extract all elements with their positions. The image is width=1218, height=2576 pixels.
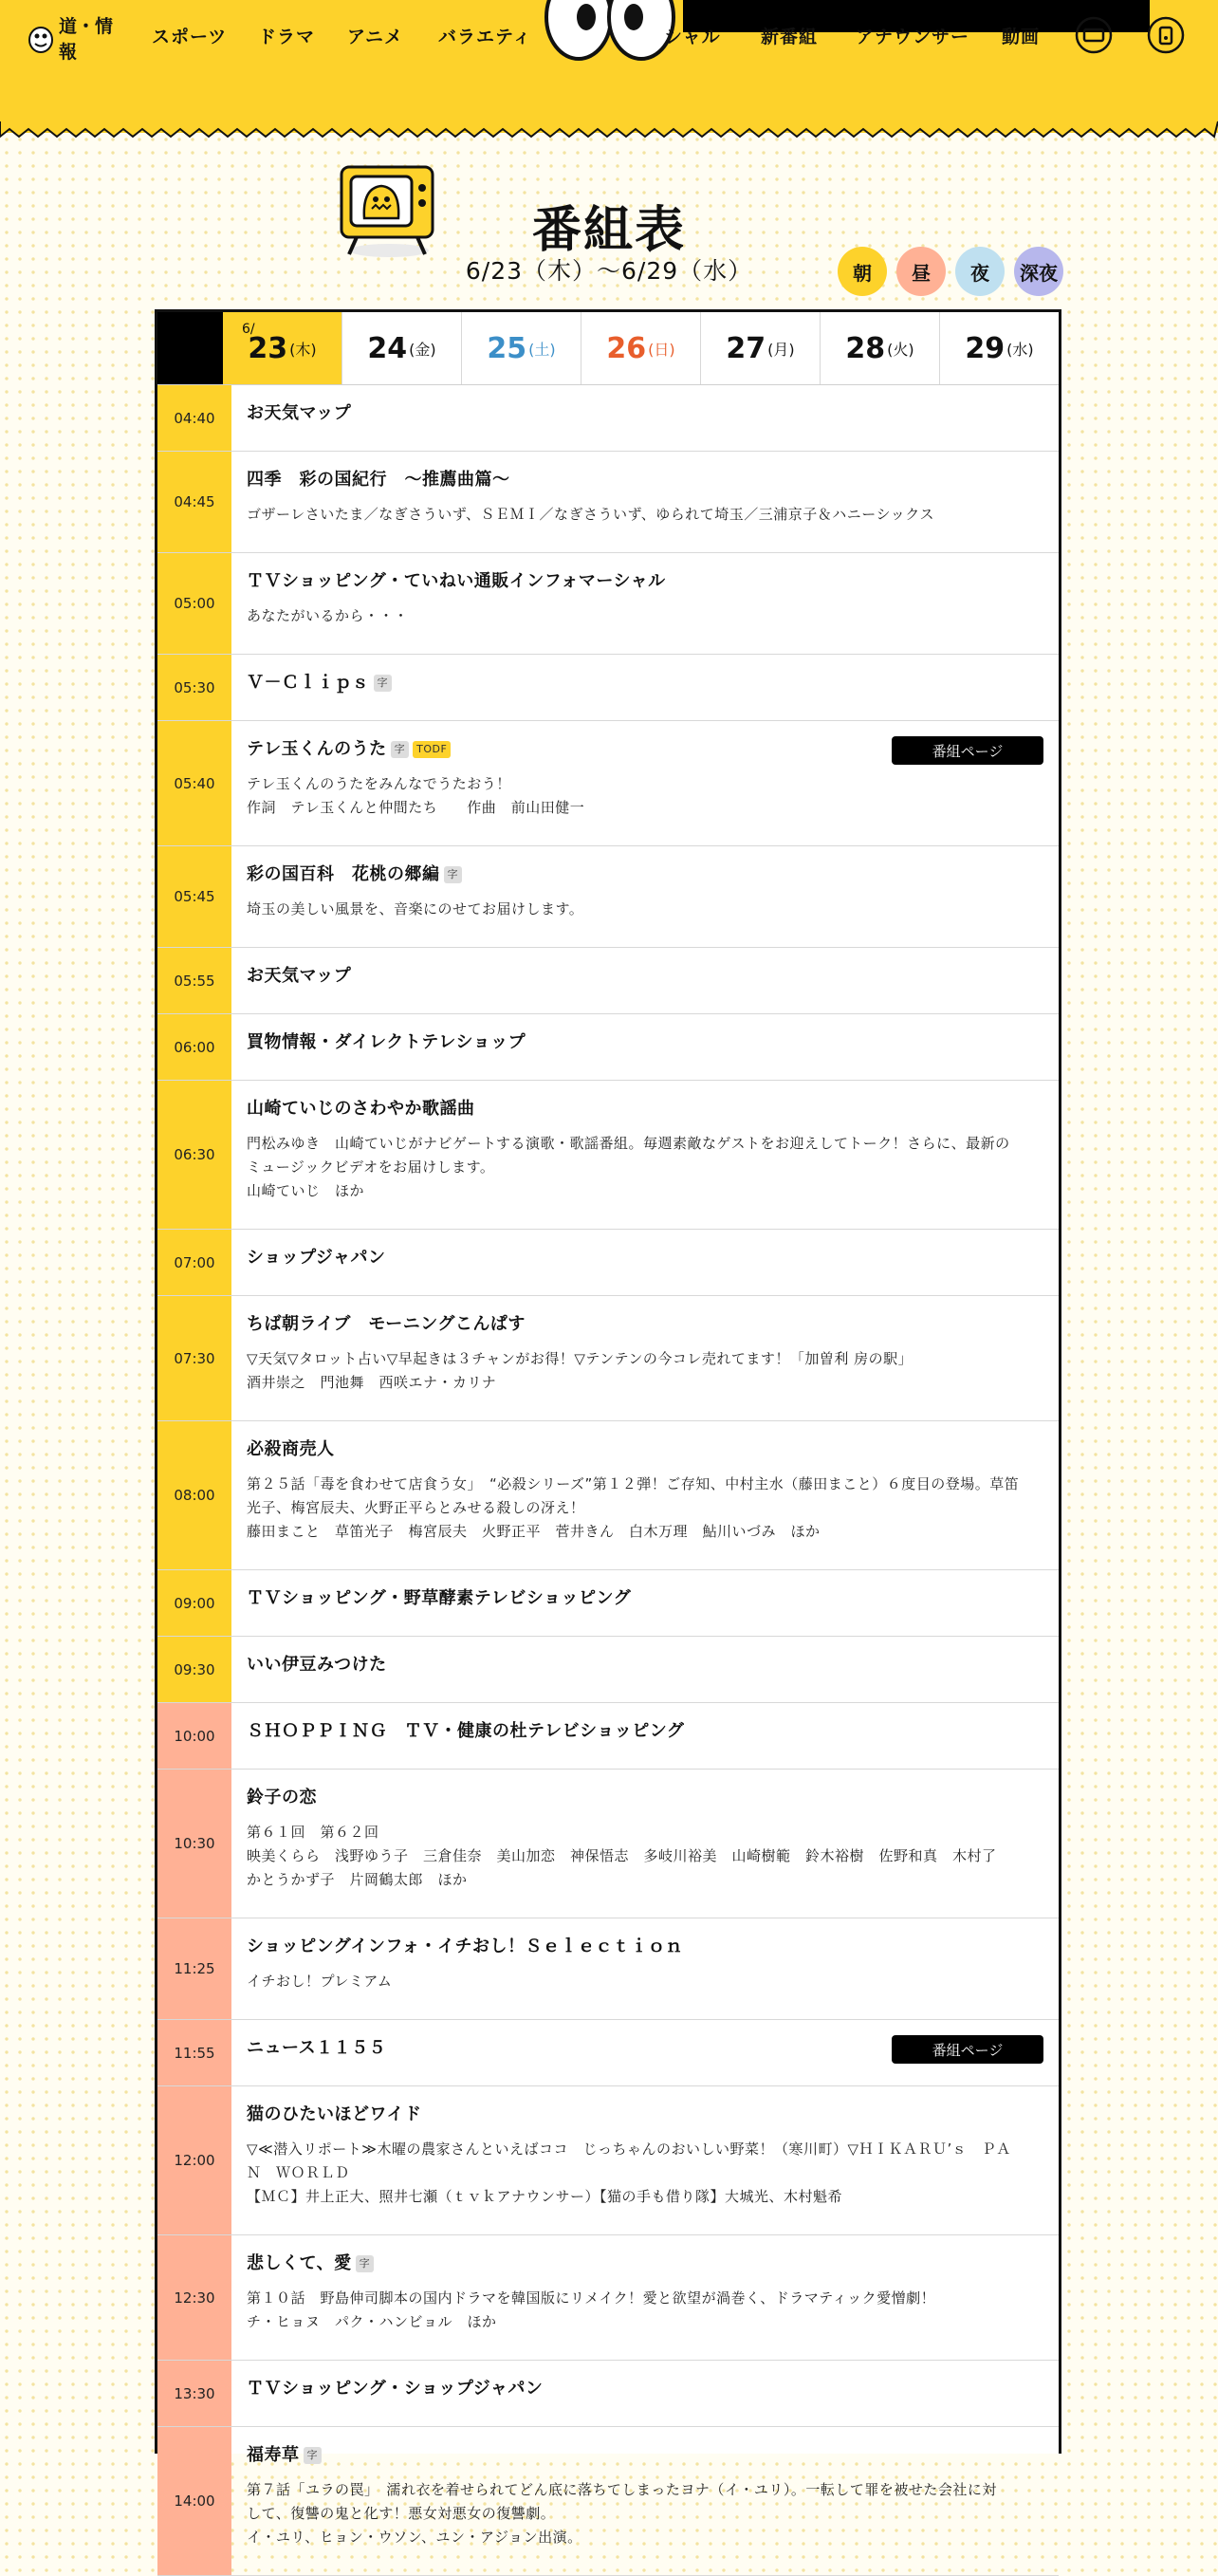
- program-description-line: 【ＭＣ】井上正大、照井七瀬（ｔｖｋアナウンサー）【猫の手も借り隊】大城光、木村魁希: [247, 2188, 843, 2205]
- program-description-line: ゴザーレさいたま／なぎさういず、ＳＥＭＩ／なぎさういず、ゆられて埼玉／三浦京子＆ハニーシックス: [247, 506, 935, 523]
- program-title-text[interactable]: Ｖ－Ｃｌｉｐｓ: [247, 673, 370, 693]
- program-row[interactable]: [157, 1081, 1059, 1230]
- program-content: [231, 948, 1059, 1013]
- day-tab-number: 23: [248, 331, 288, 365]
- tv-icon[interactable]: [1074, 15, 1114, 55]
- program-description-line: 第７話「ユラの罠」 濡れ衣を着せられてどん底に落ちてしまったヨナ（イ・ユリ）。一転して罪を被せた会社に対: [247, 2481, 997, 2498]
- program-row[interactable]: [157, 1918, 1059, 2020]
- program-description-line: 第２５話「毒を食わせて店食う女」 “必殺シリーズ”第１２弾！ご存知、中村主水（藤田まこと）６度目の登場。草笛: [247, 1475, 1020, 1492]
- program-title: [247, 863, 1043, 886]
- program-description: [247, 1132, 1043, 1203]
- subtitle-badge: 字: [391, 741, 410, 758]
- program-time: 05:45: [157, 846, 231, 947]
- program-title: [247, 672, 1043, 695]
- program-title-text[interactable]: テレ玉くんのうた: [247, 739, 387, 759]
- program-row[interactable]: [157, 2020, 1059, 2086]
- program-description: [247, 1970, 1043, 1993]
- program-time: 09:30: [157, 1637, 231, 1702]
- program-time: 11:25: [157, 1918, 231, 2019]
- day-tab-25[interactable]: [461, 312, 581, 384]
- day-tab-weekday: (土): [528, 340, 556, 359]
- program-description-line: 作詞 テレ玉くんと仲間たち 作曲 前山田健一: [247, 799, 585, 816]
- program-row[interactable]: [157, 452, 1059, 553]
- nav-variety[interactable]: バラエティ: [438, 27, 532, 47]
- program-description-line: イ・ユリ、ヒョン・ウソン、ユン・アジョン出演。: [247, 2529, 582, 2546]
- nav-videos[interactable]: 動画: [1002, 27, 1041, 47]
- program-description: [247, 1347, 1043, 1395]
- program-title: [247, 1031, 1043, 1054]
- program-row[interactable]: [157, 2361, 1059, 2427]
- program-content: [231, 1637, 1059, 1702]
- program-title-text[interactable]: 鈴子の恋: [247, 1788, 317, 1807]
- program-time: 04:40: [157, 385, 231, 451]
- program-time: 05:00: [157, 553, 231, 654]
- program-description: [247, 503, 1043, 527]
- program-description: [247, 772, 1043, 820]
- time-btn-morning[interactable]: 朝: [838, 247, 887, 296]
- program-time: 06:30: [157, 1081, 231, 1229]
- time-btn-daytime[interactable]: 昼: [896, 247, 946, 296]
- program-row[interactable]: [157, 948, 1059, 1014]
- program-title-text[interactable]: 山崎ていじのさわやか歌謡曲: [247, 1099, 475, 1119]
- program-row[interactable]: [157, 1570, 1059, 1637]
- program-row[interactable]: [157, 721, 1059, 846]
- program-description-line: イチおし！プレミアム: [247, 1973, 393, 1990]
- program-title-text[interactable]: 悲しくて、愛: [247, 2253, 352, 2273]
- program-title-text[interactable]: お天気マップ: [247, 966, 352, 986]
- day-tab-number: 28: [845, 331, 886, 365]
- program-description-line: チ・ヒョヌ パク・ハンビョル ほか: [247, 2313, 497, 2330]
- program-row[interactable]: [157, 2427, 1059, 2576]
- program-content: [231, 2427, 1059, 2575]
- program-row[interactable]: [157, 846, 1059, 948]
- program-title: [247, 402, 1043, 425]
- program-title: [247, 1313, 1043, 1336]
- program-title: [247, 1936, 1043, 1958]
- program-content: [231, 1703, 1059, 1769]
- program-title: [247, 1587, 1043, 1610]
- program-content: [231, 452, 1059, 552]
- program-content: [231, 2361, 1059, 2426]
- program-row[interactable]: [157, 1637, 1059, 1703]
- program-time: 10:30: [157, 1770, 231, 1918]
- day-tab-weekday: (水): [1006, 340, 1034, 359]
- program-content: [231, 1770, 1059, 1918]
- program-row[interactable]: [157, 553, 1059, 655]
- program-description-line: 第６１回 第６２回: [247, 1824, 379, 1841]
- program-row[interactable]: [157, 655, 1059, 721]
- day-tab-27[interactable]: [700, 312, 820, 384]
- day-tab-month: 6/: [242, 322, 255, 337]
- program-time: 07:00: [157, 1230, 231, 1295]
- program-row[interactable]: [157, 1296, 1059, 1421]
- day-tab-number: 24: [367, 331, 408, 365]
- logo-text: 道・情報: [59, 16, 114, 63]
- program-title-text[interactable]: ショッピングインフォ・イチおし！Ｓｅｌｅｃｔｉｏｎ: [247, 1937, 683, 1956]
- program-row[interactable]: [157, 1770, 1059, 1918]
- program-description-line: 山崎ていじ ほか: [247, 1182, 365, 1199]
- program-description-line: あなたがいるから・・・: [247, 607, 409, 624]
- program-title: [247, 570, 1043, 593]
- time-btn-night[interactable]: 夜: [955, 247, 1005, 296]
- program-title-text[interactable]: いい伊豆みつけた: [247, 1655, 387, 1675]
- program-time: 09:00: [157, 1570, 231, 1636]
- program-time: 05:30: [157, 655, 231, 720]
- program-description-line: 埼玉の美しい風景を、音楽にのせてお届けします。: [247, 900, 584, 917]
- program-time: 04:45: [157, 452, 231, 552]
- program-title: [247, 1098, 1043, 1121]
- program-row[interactable]: [157, 1421, 1059, 1570]
- day-tab-weekday: (月): [767, 340, 795, 359]
- program-row[interactable]: [157, 1014, 1059, 1081]
- subtitle-badge: 字: [356, 2255, 375, 2272]
- date-range: 6/23（木）〜6/29（水）: [465, 257, 753, 285]
- program-description-line: かとうかず子 片岡鶴太郎 ほか: [247, 1871, 468, 1888]
- day-tab-23[interactable]: [223, 312, 341, 384]
- program-time: 14:00: [157, 2427, 231, 2575]
- program-title-text[interactable]: ＳＨＯＰＰＩＮＧ ＴＶ・健康の杜テレビショッピング: [247, 1721, 685, 1741]
- program-time: 10:00: [157, 1703, 231, 1769]
- header-zigzag-edge: [0, 121, 1218, 142]
- program-description-line: Ｎ ＷＯＲＬＤ: [247, 2164, 350, 2181]
- program-title: [247, 469, 1043, 491]
- table-corner: [157, 312, 223, 384]
- program-content: [231, 1230, 1059, 1295]
- program-time: 11:55: [157, 2020, 231, 2085]
- program-content: [231, 1296, 1059, 1420]
- program-title-text[interactable]: ＴＶショッピング・ショップジャパン: [247, 2379, 544, 2399]
- day-tab-number: 25: [487, 331, 527, 365]
- program-time: 05:55: [157, 948, 231, 1013]
- program-title: [247, 1720, 1043, 1743]
- program-description-line: ▽天気▽タロット占い▽早起きは３チャンがお得！▽テンテンの今コレ売れてます！「加曽利 房の駅」: [247, 1350, 914, 1367]
- todf-badge: TODF: [413, 741, 451, 758]
- program-title-text[interactable]: 彩の国百科 花桃の郷編: [247, 864, 440, 884]
- day-tab-number: 26: [606, 331, 647, 365]
- program-title-text[interactable]: 福寿草: [247, 2445, 300, 2465]
- program-content: [231, 2235, 1059, 2360]
- program-time: 12:00: [157, 2086, 231, 2234]
- site-logo[interactable]: [27, 16, 125, 63]
- program-content: [231, 1918, 1059, 2019]
- program-title: [247, 1438, 1043, 1461]
- program-content: [231, 2020, 1059, 2085]
- program-description-line: 藤田まこと 草笛光子 梅宮辰夫 火野正平 菅井きん 白木万理 鮎川いづみ ほか: [247, 1523, 821, 1540]
- program-description-line: して、復讐の鬼と化す！悪女対悪女の復讐劇。: [247, 2505, 556, 2522]
- program-content: [231, 385, 1059, 451]
- site-header: [0, 0, 1218, 133]
- program-title-text[interactable]: 四季 彩の国紀行 ～推薦曲篇～: [247, 470, 510, 490]
- subtitle-badge: 字: [304, 2447, 323, 2464]
- program-content: [231, 655, 1059, 720]
- program-description-line: 第１０話 野島伸司脚本の国内ドラマを韓国版にリメイク！愛と欲望が渦巻く、ドラマティック愛憎劇！: [247, 2289, 936, 2307]
- day-tab-weekday: (木): [289, 340, 317, 359]
- program-title: [247, 2444, 1043, 2467]
- program-description-line: 光子、梅宮辰夫、火野正平らとみせる殺しの冴え！: [247, 1499, 585, 1516]
- program-title: [247, 1787, 1043, 1809]
- program-description-line: テレ玉くんのうたをみんなでうたおう！: [247, 775, 511, 792]
- program-description-line: 映美くらら 浅野ゆう子 三倉佳奈 美山加恋 神保悟志 多岐川裕美 山崎樹範 鈴木裕樹 佐野和真 木村了: [247, 1847, 997, 1864]
- program-description: [247, 2138, 1043, 2209]
- day-tab-28[interactable]: [820, 312, 939, 384]
- program-title-text[interactable]: ＴＶショッピング・ていねい通販インフォマーシャル: [247, 571, 666, 591]
- program-description-line: ミュージックビデオをお届けします。: [247, 1158, 495, 1176]
- program-title-text[interactable]: お天気マップ: [247, 403, 352, 423]
- day-tabs: [157, 312, 1059, 385]
- nav-drama[interactable]: ドラマ: [258, 27, 316, 47]
- program-row[interactable]: [157, 2235, 1059, 2361]
- program-title-text[interactable]: 猫のひたいほどワイド: [247, 2104, 422, 2124]
- program-time: 13:30: [157, 2361, 231, 2426]
- day-tab-weekday: (金): [409, 340, 436, 359]
- program-time: 06:00: [157, 1014, 231, 1080]
- program-title: [247, 1654, 1043, 1677]
- program-description-line: 門松みゆき 山崎ていじがナビゲートする演歌・歌謡番組。毎週素敵なゲストをお迎えしてトーク！さらに、最新の: [247, 1135, 1010, 1152]
- program-content: [231, 721, 1059, 845]
- program-title-text[interactable]: ショップジャパン: [247, 1248, 386, 1268]
- mascot-eyes-icon: [539, 0, 681, 66]
- program-description: [247, 604, 1043, 628]
- time-of-day-buttons: [838, 247, 1063, 296]
- nav-special[interactable]: シャル: [664, 27, 721, 47]
- program-row[interactable]: [157, 2086, 1059, 2235]
- day-tab-number: 29: [965, 331, 1006, 365]
- program-time: 08:00: [157, 1421, 231, 1569]
- program-page-button[interactable]: 番組ページ: [892, 2035, 1043, 2064]
- subtitle-badge: 字: [444, 866, 463, 883]
- program-time: 05:40: [157, 721, 231, 845]
- program-content: [231, 846, 1059, 947]
- program-description: [247, 1821, 1043, 1892]
- schedule-table: [155, 309, 1061, 2546]
- program-description: [247, 2287, 1043, 2334]
- subtitle-badge: 字: [374, 675, 393, 692]
- program-content: [231, 553, 1059, 654]
- time-btn-late-night[interactable]: 深夜: [1014, 247, 1063, 296]
- program-time: 07:30: [157, 1296, 231, 1420]
- program-content: [231, 1014, 1059, 1080]
- program-page-button[interactable]: 番組ページ: [892, 736, 1043, 765]
- program-row[interactable]: [157, 385, 1059, 452]
- mascot-badge-icon[interactable]: [1146, 15, 1186, 55]
- program-title-text[interactable]: 買物情報・ダイレクトテレショップ: [247, 1032, 526, 1052]
- program-title: [247, 2252, 1043, 2275]
- day-tab-weekday: (日): [648, 340, 675, 359]
- program-title: [247, 1247, 1043, 1269]
- program-description: [247, 1473, 1043, 1544]
- program-content: [231, 1081, 1059, 1229]
- program-title-text[interactable]: ＴＶショッピング・野草酵素テレビショッピング: [247, 1588, 632, 1608]
- program-row[interactable]: [157, 1230, 1059, 1296]
- program-description: [247, 898, 1043, 921]
- day-tab-number: 27: [726, 331, 766, 365]
- program-description-line: 酒井崇之 門池舞 西咲エナ・カリナ: [247, 1374, 497, 1391]
- nav-anime[interactable]: アニメ: [347, 27, 404, 47]
- program-content: [231, 1421, 1059, 1569]
- nav-announcers[interactable]: アナウンサー: [856, 27, 970, 47]
- nav-new-programs[interactable]: 新番組: [761, 27, 819, 47]
- program-title: [247, 965, 1043, 988]
- program-title-text[interactable]: ニュース１１５５: [247, 2038, 387, 2058]
- program-title: [247, 2103, 1043, 2126]
- mascot-logo-icon: [27, 22, 55, 54]
- program-title: [247, 2378, 1043, 2400]
- page-title: 番組表: [531, 202, 686, 259]
- day-tab-29[interactable]: [939, 312, 1059, 384]
- program-description-line: ▽≪潜入リポート≫木曜の農家さんといえばココ じっちゃんのおいしい野菜！（寒川町）▽ＨＩＫＡＲＵ’ｓ ＰＡ: [247, 2140, 1011, 2158]
- program-content: [231, 2086, 1059, 2234]
- program-title-text[interactable]: ちば朝ライブ モーニングこんぱす: [247, 1314, 526, 1334]
- program-title-text[interactable]: 必殺商売人: [247, 1439, 335, 1459]
- program-time: 12:30: [157, 2235, 231, 2360]
- day-tab-24[interactable]: [341, 312, 461, 384]
- program-content: [231, 1570, 1059, 1636]
- program-row[interactable]: [157, 1703, 1059, 1770]
- day-tab-weekday: (火): [887, 340, 914, 359]
- nav-sports[interactable]: スポーツ: [152, 27, 228, 47]
- program-description: [247, 2478, 1043, 2549]
- program-list: [157, 385, 1059, 2576]
- day-tab-26[interactable]: [581, 312, 700, 384]
